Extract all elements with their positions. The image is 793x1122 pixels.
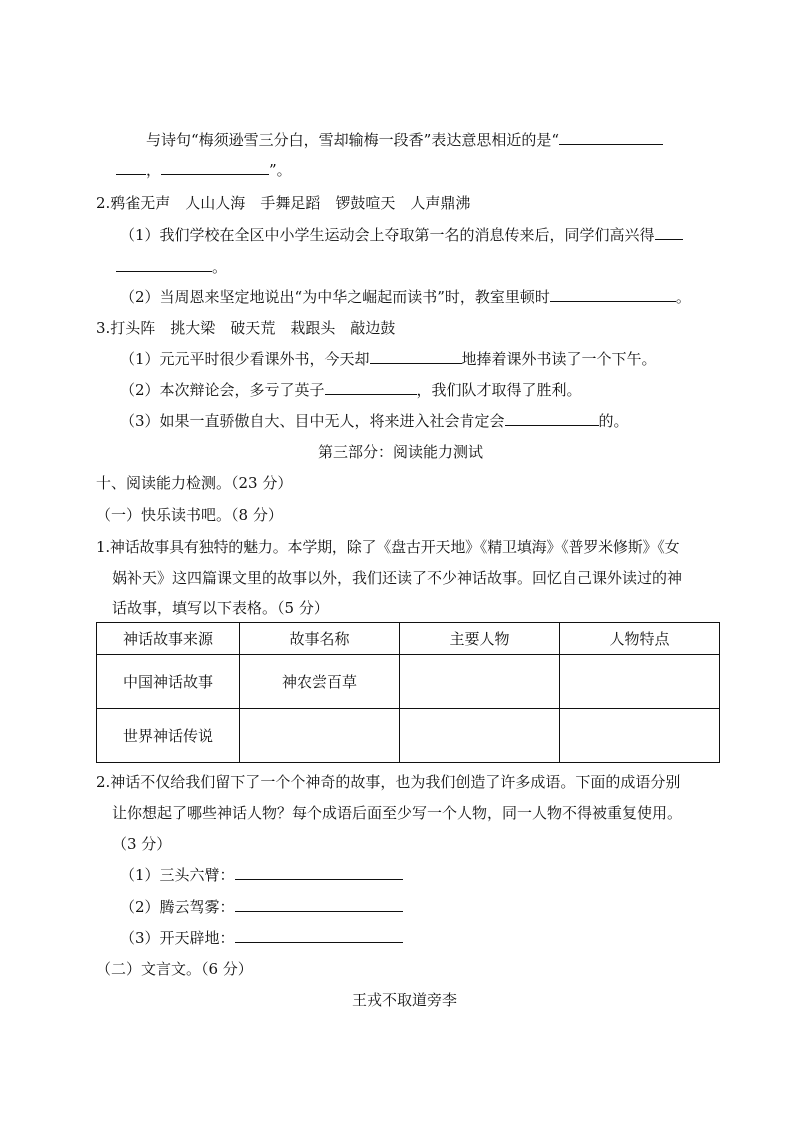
sec10-q1-line-2: 娲补天》这四篇课文里的故事以外，我们还读了不少神话故事。回忆自己课外读过的神 <box>112 569 683 587</box>
q3-sentence-2 <box>120 380 582 400</box>
table-cell-input[interactable] <box>240 709 400 763</box>
answer-blank[interactable] <box>559 130 663 145</box>
sec10-q2-line-2: 让你想起了哪些神话人物？每个成语后面至少写一个人物，同一人物不得被重复使用。 <box>112 804 683 822</box>
q2-s2-end: 。 <box>675 288 691 306</box>
idiom-item-2 <box>120 897 403 917</box>
q2-s1-text: （1）我们学校在全区中小学生运动会上夺取第一名的消息传来后，同学们高兴得 <box>120 226 655 244</box>
intro-text: 与诗句“梅须逊雪三分白，雪却输梅一段香”表达意思相近的是“ <box>146 131 560 149</box>
q2-s2-text: （2）当周恩来坚定地说出“为中华之崛起而读书”时，教室里顿时 <box>120 288 550 306</box>
answer-blank[interactable] <box>655 225 683 240</box>
answer-blank[interactable] <box>550 287 676 302</box>
answer-blank[interactable] <box>116 160 146 175</box>
idiom-label: （3）开天辟地： <box>120 929 235 947</box>
q3-s1-post: 地捧着课外书读了一个下午。 <box>461 350 657 368</box>
table-header-cell: 主要人物 <box>400 623 560 655</box>
idiom-label: （1）三头六臂： <box>120 866 235 884</box>
idiom-item-1 <box>120 865 403 885</box>
intro-line-2 <box>116 160 292 180</box>
sec10-sub1: （一）快乐读书吧。（8 分） <box>96 506 283 524</box>
q3-heading: 3.打头阵 挑大梁 破天荒 栽跟头 敲边鼓 <box>96 319 396 337</box>
table-cell-input[interactable] <box>560 655 720 709</box>
table-cell: 神农尝百草 <box>240 655 400 709</box>
answer-blank[interactable] <box>370 349 462 364</box>
q2-s1-end: 。 <box>212 258 228 276</box>
table-row <box>97 709 720 763</box>
answer-blank[interactable] <box>235 865 403 880</box>
table-header-row <box>97 623 720 655</box>
intro-end: ”。 <box>269 161 292 179</box>
q2-heading: 2.鸦雀无声 人山人海 手舞足蹈 锣鼓喧天 人声鼎沸 <box>96 194 471 212</box>
intro-line-1 <box>146 130 663 150</box>
table-row <box>97 655 720 709</box>
intro-comma: ， <box>146 161 162 179</box>
sec10-q2-line-3: （3 分） <box>112 835 172 853</box>
myth-table <box>96 622 720 763</box>
answer-blank[interactable] <box>235 928 403 943</box>
table-header-cell: 故事名称 <box>240 623 400 655</box>
table-cell-input[interactable] <box>400 655 560 709</box>
q2-sentence-1-cont <box>116 257 227 277</box>
q3-sentence-3 <box>120 411 629 431</box>
q3-s2-post: ，我们队才取得了胜利。 <box>416 381 582 399</box>
table-cell: 世界神话传说 <box>97 709 240 763</box>
idiom-item-3 <box>120 928 403 948</box>
table-header-cell: 神话故事来源 <box>97 623 240 655</box>
answer-blank[interactable] <box>325 380 417 395</box>
answer-blank[interactable] <box>505 411 599 426</box>
idiom-label: （2）腾云驾雾： <box>120 898 235 916</box>
table-cell: 中国神话故事 <box>97 655 240 709</box>
sec10-q2-line-1: 2.神话不仅给我们留下了一个个神奇的故事，也为我们创造了许多成语。下面的成语分别 <box>96 773 681 791</box>
q2-sentence-1 <box>120 225 683 245</box>
table-cell-input[interactable] <box>560 709 720 763</box>
part3-title: 第三部分：阅读能力测试 <box>318 443 484 461</box>
answer-blank[interactable] <box>116 257 212 272</box>
table-header-cell: 人物特点 <box>560 623 720 655</box>
answer-blank[interactable] <box>161 160 269 175</box>
q3-s3-post: 的。 <box>598 412 629 430</box>
q3-s2-pre: （2）本次辩论会，多亏了英子 <box>120 381 325 399</box>
answer-blank[interactable] <box>235 897 403 912</box>
sec10-heading: 十、阅读能力检测。（23 分） <box>96 474 293 492</box>
sec10-q1-line-1: 1.神话故事具有独特的魅力。本学期，除了《盘古开天地》《精卫填海》《普罗米修斯》《女 <box>96 538 680 556</box>
classical-title: 王戎不取道旁李 <box>352 991 458 1009</box>
q2-sentence-2 <box>120 287 691 307</box>
sec10-q1-line-3: 话故事，填写以下表格。（5 分） <box>112 599 329 617</box>
q3-s1-pre: （1）元元平时很少看课外书，今天却 <box>120 350 370 368</box>
sec10-sub2: （二）文言文。（6 分） <box>96 960 253 978</box>
q3-s3-pre: （3）如果一直骄傲自大、目中无人，将来进入社会肯定会 <box>120 412 505 430</box>
table-cell-input[interactable] <box>400 709 560 763</box>
q3-sentence-1 <box>120 349 657 369</box>
